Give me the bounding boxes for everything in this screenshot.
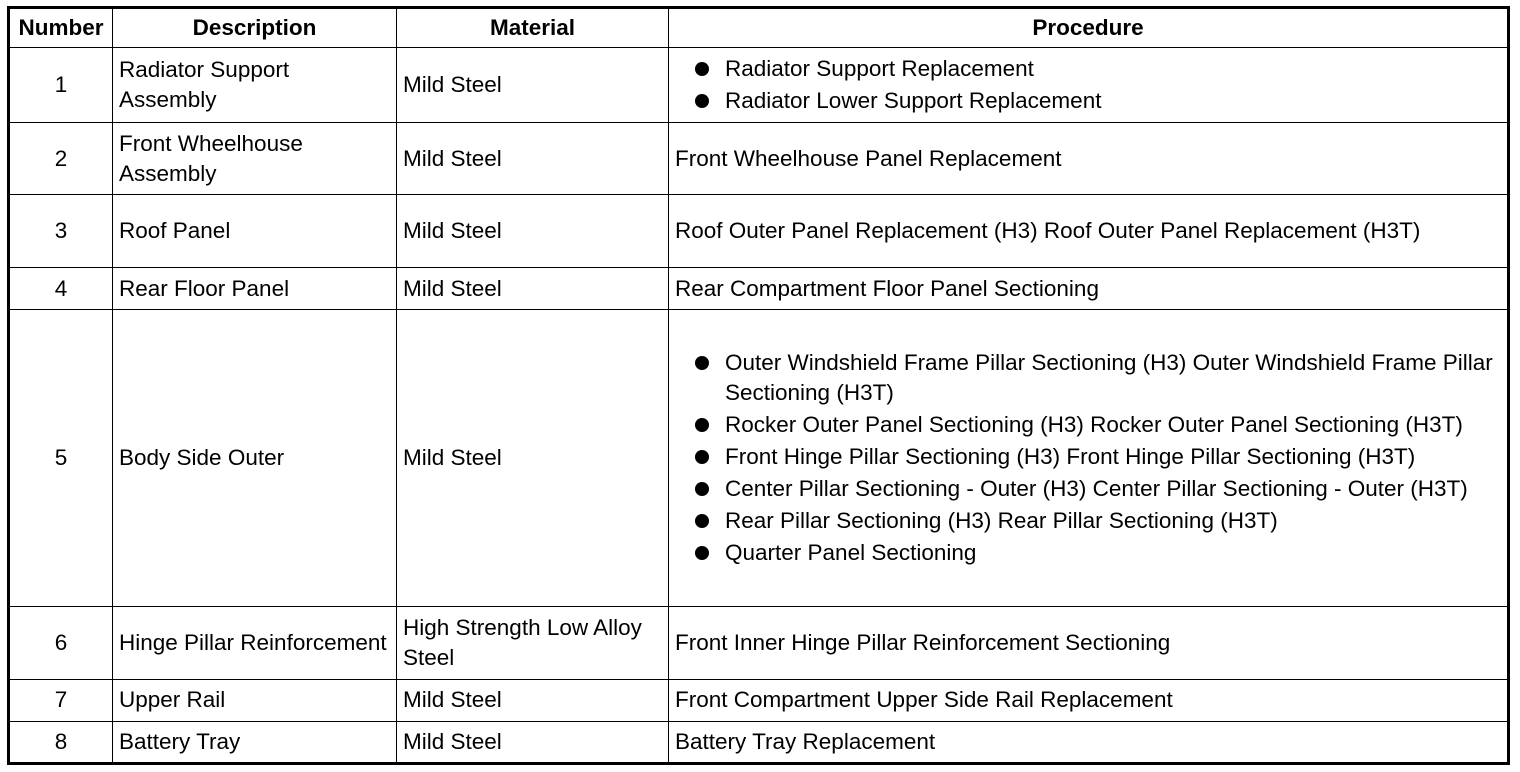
row-material: Mild Steel (397, 268, 669, 310)
header-description: Description (113, 8, 397, 48)
header-row (9, 8, 1509, 48)
row-number: 4 (9, 268, 113, 310)
row-description: Front Wheelhouse Assembly (113, 123, 397, 195)
procedure-item (675, 538, 1501, 568)
row-procedure (669, 48, 1509, 123)
row-material: Mild Steel (397, 679, 669, 721)
procedure-text: Quarter Panel Sectioning (725, 540, 977, 566)
row-material: Mild Steel (397, 195, 669, 268)
procedure-item (675, 86, 1501, 116)
row-material: Mild Steel (397, 310, 669, 606)
row-procedure: Rear Compartment Floor Panel Sectioning (669, 268, 1509, 310)
row-number: 5 (9, 310, 113, 606)
row-description: Rear Floor Panel (113, 268, 397, 310)
procedure-text: Outer Windshield Frame Pillar Sectioning (H3) Outer Windshield Frame Pillar Sectioning (H3T) (725, 350, 1493, 406)
row-description: Battery Tray (113, 721, 397, 763)
procedure-text: Front Hinge Pillar Sectioning (H3) Front Hinge Pillar Sectioning (H3T) (725, 444, 1416, 470)
table-row (9, 123, 1509, 195)
row-procedure: Battery Tray Replacement (669, 721, 1509, 763)
procedure-text: Radiator Lower Support Replacement (725, 88, 1102, 114)
procedure-item (675, 348, 1501, 408)
table-row (9, 195, 1509, 268)
row-procedure: Front Compartment Upper Side Rail Replacement (669, 679, 1509, 721)
procedure-item (675, 442, 1501, 472)
row-description: Radiator Support Assembly (113, 48, 397, 123)
header-material: Material (397, 8, 669, 48)
row-number: 3 (9, 195, 113, 268)
procedure-text: Rocker Outer Panel Sectioning (H3) Rocker Outer Panel Sectioning (H3T) (725, 412, 1463, 438)
header-procedure: Procedure (669, 8, 1509, 48)
procedure-text: Rear Pillar Sectioning (H3) Rear Pillar Sectioning (H3T) (725, 508, 1278, 534)
table-row (9, 721, 1509, 763)
row-number: 8 (9, 721, 113, 763)
procedure-item (675, 410, 1501, 440)
header-number: Number (9, 8, 113, 48)
procedure-list (675, 348, 1501, 568)
row-description: Roof Panel (113, 195, 397, 268)
table-row (9, 606, 1509, 679)
row-procedure: Front Wheelhouse Panel Replacement (669, 123, 1509, 195)
table-row (9, 679, 1509, 721)
procedure-text: Center Pillar Sectioning - Outer (H3) Center Pillar Sectioning - Outer (H3T) (725, 476, 1468, 502)
procedure-item (675, 506, 1501, 536)
table-row (9, 48, 1509, 123)
row-procedure: Roof Outer Panel Replacement (H3) Roof Outer Panel Replacement (H3T) (669, 195, 1509, 268)
row-number: 7 (9, 679, 113, 721)
bullet-icon (695, 62, 709, 76)
procedure-item (675, 474, 1501, 504)
row-procedure (669, 310, 1509, 606)
bullet-icon (695, 94, 709, 108)
parts-table (7, 6, 1510, 765)
row-number: 1 (9, 48, 113, 123)
table-row (9, 268, 1509, 310)
row-number: 2 (9, 123, 113, 195)
bullet-icon (695, 356, 709, 370)
bullet-icon (695, 514, 709, 528)
row-material: Mild Steel (397, 721, 669, 763)
row-description: Upper Rail (113, 679, 397, 721)
table-row (9, 310, 1509, 606)
procedure-text: Radiator Support Replacement (725, 56, 1034, 82)
bullet-icon (695, 482, 709, 496)
row-description: Body Side Outer (113, 310, 397, 606)
row-description: Hinge Pillar Reinforcement (113, 606, 397, 679)
row-material: Mild Steel (397, 48, 669, 123)
bullet-icon (695, 418, 709, 432)
bullet-icon (695, 546, 709, 560)
row-procedure: Front Inner Hinge Pillar Reinforcement Sectioning (669, 606, 1509, 679)
row-material: High Strength Low Alloy Steel (397, 606, 669, 679)
procedure-list (675, 54, 1501, 116)
row-number: 6 (9, 606, 113, 679)
row-material: Mild Steel (397, 123, 669, 195)
procedure-item (675, 54, 1501, 84)
bullet-icon (695, 450, 709, 464)
